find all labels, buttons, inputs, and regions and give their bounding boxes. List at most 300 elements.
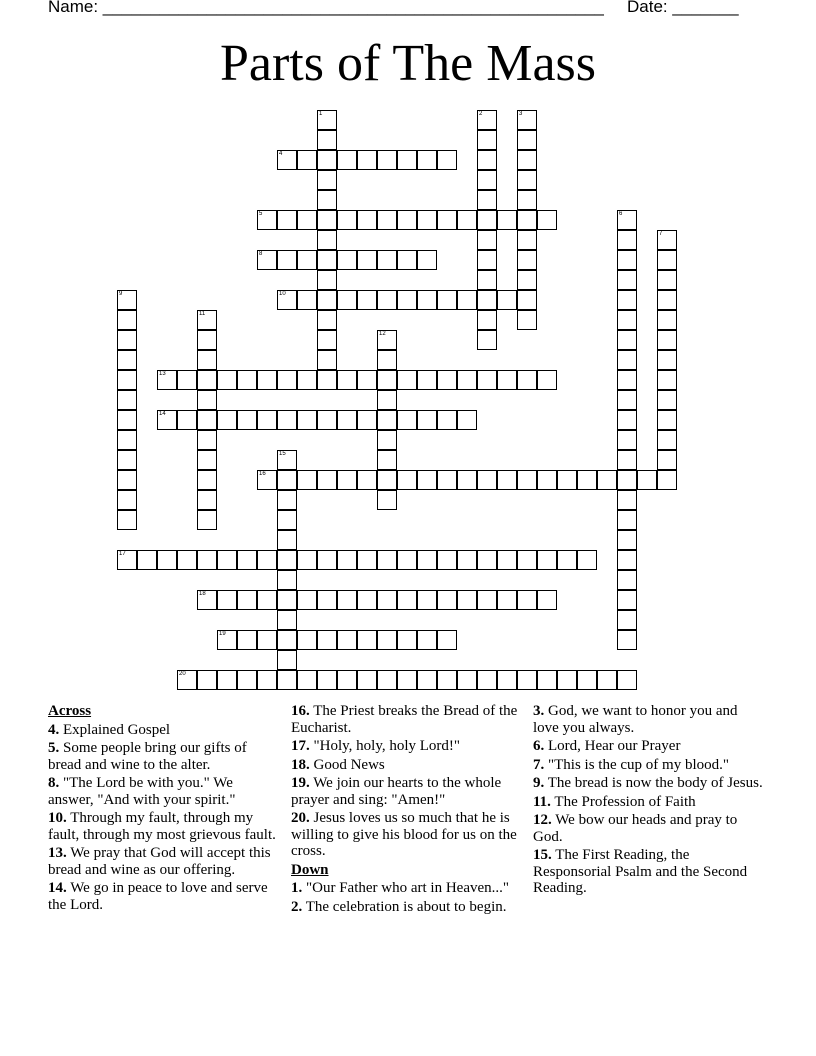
grid-cell[interactable] — [197, 430, 217, 450]
grid-cell[interactable] — [657, 470, 677, 490]
grid-cell[interactable] — [317, 210, 337, 230]
grid-cell[interactable] — [237, 550, 257, 570]
grid-cell[interactable] — [297, 290, 317, 310]
grid-cell[interactable] — [277, 650, 297, 670]
grid-cell[interactable] — [617, 390, 637, 410]
grid-cell[interactable] — [117, 550, 137, 570]
grid-cell[interactable] — [297, 590, 317, 610]
grid-cell[interactable] — [437, 470, 457, 490]
grid-cell[interactable] — [317, 190, 337, 210]
across-clue — [48, 880, 280, 913]
grid-cell[interactable] — [417, 410, 437, 430]
grid-cell[interactable] — [617, 490, 637, 510]
grid-cell[interactable] — [377, 550, 397, 570]
grid-cell[interactable] — [517, 270, 537, 290]
grid-cell[interactable] — [477, 310, 497, 330]
grid-cell[interactable] — [537, 210, 557, 230]
grid-cell[interactable] — [457, 470, 477, 490]
grid-cell[interactable] — [477, 150, 497, 170]
grid-cell[interactable] — [317, 470, 337, 490]
grid-cell[interactable] — [217, 370, 237, 390]
grid-cell[interactable] — [117, 350, 137, 370]
grid-cell[interactable] — [537, 370, 557, 390]
grid-cell[interactable] — [377, 590, 397, 610]
grid-cell[interactable] — [257, 590, 277, 610]
grid-cell[interactable] — [557, 550, 577, 570]
grid-cell[interactable] — [477, 210, 497, 230]
grid-cell[interactable] — [297, 630, 317, 650]
grid-cell[interactable] — [457, 210, 477, 230]
grid-cell[interactable] — [217, 670, 237, 690]
grid-cell[interactable] — [657, 270, 677, 290]
grid-cell[interactable] — [617, 510, 637, 530]
grid-cell[interactable] — [377, 370, 397, 390]
grid-cell[interactable] — [657, 230, 677, 250]
grid-cell[interactable] — [277, 150, 297, 170]
grid-cell[interactable] — [617, 530, 637, 550]
grid-cell[interactable] — [397, 210, 417, 230]
grid-cell[interactable] — [517, 150, 537, 170]
grid-cell[interactable] — [337, 470, 357, 490]
grid-cell[interactable] — [217, 550, 237, 570]
clue-text: Good News — [309, 756, 385, 773]
grid-cell[interactable] — [597, 470, 617, 490]
grid-cell[interactable] — [517, 210, 537, 230]
grid-cell[interactable] — [277, 570, 297, 590]
grid-cell[interactable] — [297, 250, 317, 270]
grid-cell[interactable] — [377, 250, 397, 270]
grid-cell[interactable] — [297, 410, 317, 430]
grid-cell[interactable] — [517, 230, 537, 250]
grid-cell[interactable] — [417, 630, 437, 650]
grid-cell[interactable] — [517, 170, 537, 190]
grid-cell[interactable] — [617, 270, 637, 290]
grid-cell[interactable] — [337, 590, 357, 610]
grid-cell[interactable] — [397, 670, 417, 690]
across-clue — [291, 775, 523, 808]
grid-cell[interactable] — [237, 410, 257, 430]
grid-cell[interactable] — [177, 670, 197, 690]
grid-cell[interactable] — [477, 470, 497, 490]
grid-cell[interactable] — [537, 550, 557, 570]
grid-cell[interactable] — [197, 450, 217, 470]
grid-cell[interactable] — [317, 630, 337, 650]
grid-cell[interactable] — [317, 410, 337, 430]
grid-cell[interactable] — [377, 470, 397, 490]
grid-cell[interactable] — [277, 290, 297, 310]
grid-cell[interactable] — [297, 670, 317, 690]
grid-cell[interactable] — [437, 410, 457, 430]
grid-cell[interactable] — [377, 630, 397, 650]
grid-cell[interactable] — [417, 210, 437, 230]
grid-cell[interactable] — [617, 670, 637, 690]
grid-cell[interactable] — [417, 670, 437, 690]
grid-cell[interactable] — [197, 330, 217, 350]
grid-cell[interactable] — [477, 370, 497, 390]
grid-cell[interactable] — [237, 370, 257, 390]
clue-number: 10 — [279, 291, 286, 297]
grid-cell[interactable] — [337, 210, 357, 230]
clue-number: 11 — [199, 311, 206, 317]
grid-cell[interactable] — [477, 290, 497, 310]
grid-cell[interactable] — [337, 410, 357, 430]
grid-cell[interactable] — [277, 210, 297, 230]
grid-cell[interactable] — [357, 150, 377, 170]
grid-cell[interactable] — [177, 410, 197, 430]
grid-cell[interactable] — [357, 470, 377, 490]
grid-cell[interactable] — [477, 130, 497, 150]
grid-cell[interactable] — [397, 550, 417, 570]
grid-cell[interactable] — [537, 590, 557, 610]
grid-cell[interactable] — [417, 590, 437, 610]
clue-num: 10. — [48, 810, 67, 826]
grid-cell[interactable] — [297, 370, 317, 390]
grid-cell[interactable] — [477, 110, 497, 130]
clue-number: 5 — [259, 211, 263, 217]
grid-cell[interactable] — [617, 290, 637, 310]
grid-cell[interactable] — [317, 230, 337, 250]
clue-text: God, we want to honor you and love you always. — [533, 703, 738, 736]
grid-cell[interactable] — [437, 550, 457, 570]
grid-cell[interactable] — [277, 610, 297, 630]
grid-cell[interactable] — [517, 670, 537, 690]
grid-cell[interactable] — [397, 410, 417, 430]
grid-cell[interactable] — [437, 370, 457, 390]
grid-cell[interactable] — [197, 590, 217, 610]
grid-cell[interactable] — [297, 470, 317, 490]
grid-cell[interactable] — [497, 210, 517, 230]
clue-text: "Holy, holy, holy Lord!" — [309, 738, 461, 754]
grid-cell[interactable] — [117, 290, 137, 310]
grid-cell[interactable] — [417, 370, 437, 390]
grid-cell[interactable] — [257, 370, 277, 390]
grid-cell[interactable] — [257, 630, 277, 650]
grid-cell[interactable] — [457, 590, 477, 610]
down-clue — [533, 812, 765, 845]
grid-cell[interactable] — [477, 670, 497, 690]
grid-cell[interactable] — [197, 510, 217, 530]
grid-cell[interactable] — [597, 670, 617, 690]
name-field[interactable]: Name: _____________________________________________________ — [48, 0, 604, 16]
grid-cell[interactable] — [657, 450, 677, 470]
grid-cell[interactable] — [437, 670, 457, 690]
grid-cell[interactable] — [617, 310, 637, 330]
grid-cell[interactable] — [257, 210, 277, 230]
grid-cell[interactable] — [377, 670, 397, 690]
grid-cell[interactable] — [377, 330, 397, 350]
grid-cell[interactable] — [437, 630, 457, 650]
grid-cell[interactable] — [277, 530, 297, 550]
grid-cell[interactable] — [617, 630, 637, 650]
grid-cell[interactable] — [197, 370, 217, 390]
grid-cell[interactable] — [157, 550, 177, 570]
grid-cell[interactable] — [517, 110, 537, 130]
grid-cell[interactable] — [497, 370, 517, 390]
grid-cell[interactable] — [357, 630, 377, 650]
grid-cell[interactable] — [317, 110, 337, 130]
grid-cell[interactable] — [617, 450, 637, 470]
clue-number: 7 — [659, 231, 663, 237]
grid-cell[interactable] — [477, 250, 497, 270]
grid-cell[interactable] — [317, 350, 337, 370]
grid-cell[interactable] — [497, 550, 517, 570]
grid-cell[interactable] — [497, 470, 517, 490]
grid-cell[interactable] — [257, 670, 277, 690]
grid-cell[interactable] — [177, 550, 197, 570]
grid-cell[interactable] — [317, 370, 337, 390]
grid-cell[interactable] — [317, 290, 337, 310]
grid-cell[interactable] — [657, 330, 677, 350]
grid-cell[interactable] — [117, 330, 137, 350]
grid-cell[interactable] — [397, 470, 417, 490]
grid-cell[interactable] — [617, 250, 637, 270]
grid-cell[interactable] — [377, 490, 397, 510]
grid-cell[interactable] — [457, 670, 477, 690]
grid-cell[interactable] — [657, 290, 677, 310]
grid-cell[interactable] — [657, 430, 677, 450]
grid-cell[interactable] — [317, 130, 337, 150]
grid-cell[interactable] — [277, 670, 297, 690]
grid-cell[interactable] — [477, 270, 497, 290]
grid-cell[interactable] — [277, 410, 297, 430]
grid-cell[interactable] — [317, 150, 337, 170]
grid-cell[interactable] — [417, 150, 437, 170]
grid-cell[interactable] — [357, 590, 377, 610]
grid-cell[interactable] — [417, 470, 437, 490]
grid-cell[interactable] — [617, 210, 637, 230]
grid-cell[interactable] — [477, 190, 497, 210]
grid-cell[interactable] — [317, 250, 337, 270]
grid-cell[interactable] — [337, 150, 357, 170]
grid-cell[interactable] — [577, 550, 597, 570]
grid-cell[interactable] — [297, 150, 317, 170]
date-field[interactable]: Date: _______ — [627, 0, 739, 16]
grid-cell[interactable] — [397, 590, 417, 610]
grid-cell[interactable] — [337, 370, 357, 390]
grid-cell[interactable] — [517, 550, 537, 570]
grid-cell[interactable] — [137, 550, 157, 570]
grid-cell[interactable] — [477, 330, 497, 350]
grid-cell[interactable] — [477, 230, 497, 250]
grid-cell[interactable] — [257, 550, 277, 570]
grid-cell[interactable] — [377, 150, 397, 170]
grid-cell[interactable] — [237, 630, 257, 650]
grid-cell[interactable] — [417, 250, 437, 270]
grid-cell[interactable] — [317, 270, 337, 290]
grid-cell[interactable] — [357, 410, 377, 430]
grid-cell[interactable] — [317, 170, 337, 190]
grid-cell[interactable] — [117, 490, 137, 510]
grid-cell[interactable] — [317, 310, 337, 330]
grid-cell[interactable] — [577, 470, 597, 490]
grid-cell[interactable] — [457, 290, 477, 310]
grid-cell[interactable] — [337, 670, 357, 690]
grid-cell[interactable] — [517, 290, 537, 310]
grid-cell[interactable] — [217, 630, 237, 650]
grid-cell[interactable] — [197, 310, 217, 330]
grid-cell[interactable] — [517, 590, 537, 610]
grid-cell[interactable] — [317, 550, 337, 570]
grid-cell[interactable] — [197, 490, 217, 510]
grid-cell[interactable] — [617, 570, 637, 590]
grid-cell[interactable] — [197, 550, 217, 570]
grid-cell[interactable] — [657, 310, 677, 330]
grid-cell[interactable] — [437, 590, 457, 610]
grid-cell[interactable] — [577, 670, 597, 690]
grid-cell[interactable] — [617, 410, 637, 430]
grid-cell[interactable] — [177, 370, 197, 390]
grid-cell[interactable] — [457, 550, 477, 570]
grid-cell[interactable] — [357, 670, 377, 690]
grid-cell[interactable] — [117, 470, 137, 490]
clue-num: 17. — [291, 738, 310, 754]
grid-cell[interactable] — [217, 590, 237, 610]
grid-cell[interactable] — [497, 290, 517, 310]
grid-cell[interactable] — [237, 590, 257, 610]
grid-cell[interactable] — [617, 370, 637, 390]
grid-cell[interactable] — [337, 250, 357, 270]
grid-cell[interactable] — [257, 470, 277, 490]
grid-cell[interactable] — [497, 590, 517, 610]
grid-cell[interactable] — [457, 370, 477, 390]
grid-cell[interactable] — [277, 450, 297, 470]
grid-cell[interactable] — [377, 390, 397, 410]
grid-cell[interactable] — [117, 310, 137, 330]
grid-cell[interactable] — [557, 470, 577, 490]
grid-cell[interactable] — [517, 130, 537, 150]
grid-cell[interactable] — [357, 250, 377, 270]
grid-cell[interactable] — [277, 490, 297, 510]
grid-cell[interactable] — [617, 470, 637, 490]
grid-cell[interactable] — [197, 390, 217, 410]
grid-cell[interactable] — [517, 370, 537, 390]
grid-cell[interactable] — [377, 430, 397, 450]
grid-cell[interactable] — [117, 450, 137, 470]
clue-text: Some people bring our gifts of bread and wine to the alter. — [48, 740, 247, 773]
grid-cell[interactable] — [277, 250, 297, 270]
grid-cell[interactable] — [297, 210, 317, 230]
grid-cell[interactable] — [537, 670, 557, 690]
grid-cell[interactable] — [377, 290, 397, 310]
grid-cell[interactable] — [657, 350, 677, 370]
grid-cell[interactable] — [397, 150, 417, 170]
grid-cell[interactable] — [617, 590, 637, 610]
grid-cell[interactable] — [277, 630, 297, 650]
grid-cell[interactable] — [397, 290, 417, 310]
grid-cell[interactable] — [357, 370, 377, 390]
grid-cell[interactable] — [617, 430, 637, 450]
grid-cell[interactable] — [657, 390, 677, 410]
clue-text: We go in peace to love and serve the Lord. — [48, 880, 268, 913]
grid-cell[interactable] — [337, 630, 357, 650]
grid-cell[interactable] — [237, 670, 257, 690]
grid-cell[interactable] — [117, 370, 137, 390]
grid-cell[interactable] — [537, 470, 557, 490]
grid-cell[interactable] — [437, 290, 457, 310]
down-clue — [291, 880, 523, 897]
grid-cell[interactable] — [117, 430, 137, 450]
grid-cell[interactable] — [317, 590, 337, 610]
grid-cell[interactable] — [357, 550, 377, 570]
grid-cell[interactable] — [657, 410, 677, 430]
clue-text: We bow our heads and pray to God. — [533, 812, 738, 845]
grid-cell[interactable] — [277, 510, 297, 530]
grid-cell[interactable] — [637, 470, 657, 490]
grid-cell[interactable] — [277, 370, 297, 390]
grid-cell[interactable] — [197, 670, 217, 690]
grid-cell[interactable] — [157, 370, 177, 390]
grid-cell[interactable] — [477, 170, 497, 190]
grid-cell[interactable] — [257, 410, 277, 430]
grid-cell[interactable] — [417, 290, 437, 310]
grid-cell[interactable] — [297, 550, 317, 570]
clue-num: 6. — [533, 738, 545, 754]
grid-cell[interactable] — [317, 330, 337, 350]
grid-cell[interactable] — [197, 470, 217, 490]
grid-cell[interactable] — [497, 670, 517, 690]
grid-cell[interactable] — [197, 350, 217, 370]
grid-cell[interactable] — [477, 590, 497, 610]
grid-cell[interactable] — [157, 410, 177, 430]
grid-cell[interactable] — [457, 410, 477, 430]
grid-cell[interactable] — [357, 210, 377, 230]
grid-cell[interactable] — [517, 250, 537, 270]
grid-cell[interactable] — [117, 510, 137, 530]
grid-cell[interactable] — [517, 190, 537, 210]
grid-cell[interactable] — [337, 290, 357, 310]
grid-cell[interactable] — [657, 250, 677, 270]
down-heading: Down — [291, 861, 329, 878]
grid-cell[interactable] — [117, 410, 137, 430]
grid-cell[interactable] — [617, 230, 637, 250]
grid-cell[interactable] — [377, 410, 397, 430]
clue-num: 8. — [48, 775, 60, 791]
grid-cell[interactable] — [197, 410, 217, 430]
grid-cell[interactable] — [257, 250, 277, 270]
grid-cell[interactable] — [377, 210, 397, 230]
grid-cell[interactable] — [477, 550, 497, 570]
grid-cell[interactable] — [617, 610, 637, 630]
grid-cell[interactable] — [217, 410, 237, 430]
clue-text: The First Reading, the Responsorial Psalm and the Second Reading. — [533, 847, 748, 896]
grid-cell[interactable] — [397, 250, 417, 270]
grid-cell[interactable] — [517, 310, 537, 330]
grid-cell[interactable] — [417, 550, 437, 570]
grid-cell[interactable] — [277, 590, 297, 610]
grid-cell[interactable] — [437, 210, 457, 230]
clue-text: Jesus loves us so much that he is willing to give his blood for us on the cross. — [291, 810, 517, 859]
grid-cell[interactable] — [397, 370, 417, 390]
clue-num: 14. — [48, 880, 67, 896]
grid-cell[interactable] — [357, 290, 377, 310]
grid-cell[interactable] — [377, 350, 397, 370]
grid-cell[interactable] — [517, 470, 537, 490]
grid-cell[interactable] — [617, 350, 637, 370]
grid-cell[interactable] — [337, 550, 357, 570]
grid-cell[interactable] — [277, 550, 297, 570]
grid-cell[interactable] — [277, 470, 297, 490]
grid-cell[interactable] — [437, 150, 457, 170]
grid-cell[interactable] — [397, 630, 417, 650]
grid-cell[interactable] — [317, 670, 337, 690]
grid-cell[interactable] — [117, 390, 137, 410]
grid-cell[interactable] — [617, 550, 637, 570]
grid-cell[interactable] — [377, 450, 397, 470]
grid-cell[interactable] — [657, 370, 677, 390]
grid-cell[interactable] — [557, 670, 577, 690]
clue-text: The bread is now the body of Jesus. — [544, 775, 763, 791]
grid-cell[interactable] — [617, 330, 637, 350]
